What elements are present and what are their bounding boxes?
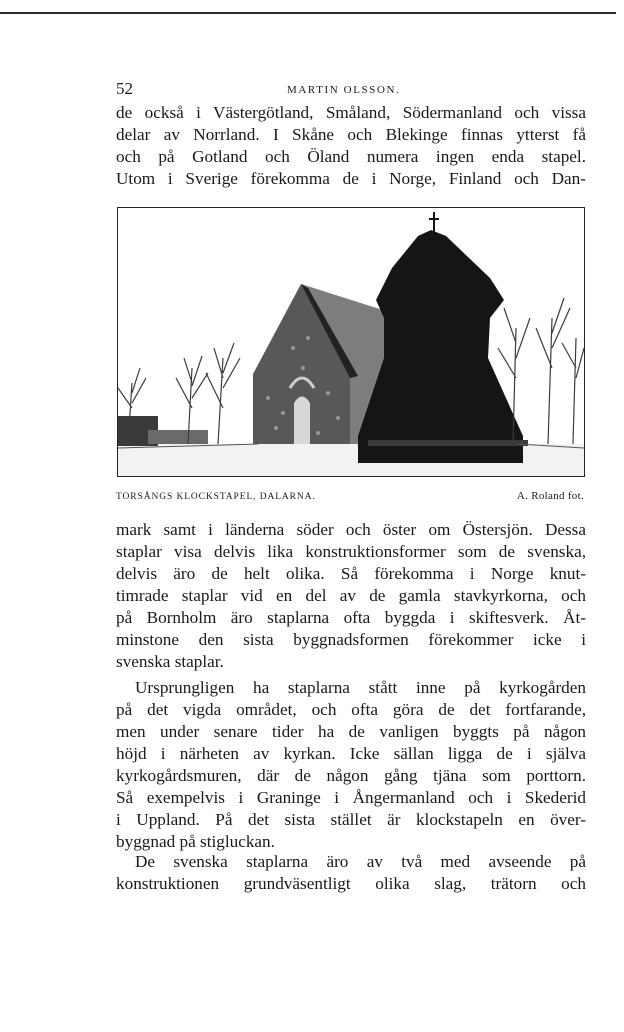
paragraph-third [116, 851, 586, 895]
text-line: Så exempelvis i Graninge i Ångermanland och i Skederid [116, 788, 586, 807]
text-line: höjd i närheten av kyrkan. Icke sällan ligga de i själva [116, 744, 586, 763]
text-line: de också i Västergötland, Småland, Södermanland och vissa [116, 103, 586, 122]
text-line: minstone den sista byggnadsformen förekommer icke i [116, 630, 586, 649]
text-line: delar av Norrland. I Skåne och Blekinge finnas ytterst få [116, 125, 586, 144]
text-line: på Bornholm äro staplarna ofta byggda i skiftesverk. Åt- [116, 608, 586, 627]
text-line: kyrkogårdsmuren, där de någon gång tjäna som porttorn. [116, 766, 586, 785]
text-line: konstruktionen grundväsentligt olika slag, trätorn och [116, 874, 586, 893]
running-title: MARTIN OLSSON. [287, 84, 401, 96]
text-line: svenska staplar. [116, 652, 224, 671]
text-line: De svenska staplarna äro av två med avseende på [135, 852, 586, 871]
page-number: 52 [116, 79, 133, 98]
text-line: på det vigda området, och ofta göra de det fortfarande, [116, 700, 586, 719]
text-line: Ursprungligen ha staplarna stått inne på kyrkogården [135, 678, 586, 697]
text-line: Utom i Sverige förekomma de i Norge, Finland och Dan- [116, 169, 586, 188]
text-line: timrade staplar vid en del av de gamla stavkyrkorna, och [116, 586, 586, 605]
paragraph-second [116, 677, 586, 853]
running-head [116, 80, 586, 100]
church-photo [117, 207, 585, 477]
text-line: staplar visa delvis lika konstruktionsformer som de svenska, [116, 542, 586, 561]
text-line: men under senare tider ha de vanligen byggts på någon [116, 722, 586, 741]
text-line: och på Gotland och Öland numera ingen enda stapel. [116, 147, 586, 166]
photo-credit: A. Roland fot. [516, 490, 584, 502]
text-line: mark samt i länderna söder och öster om Östersjön. Dessa [116, 520, 586, 539]
text-line: delvis äro de helt olika. Så förekomma i Norge knut- [116, 564, 586, 583]
paragraph-continued [116, 519, 586, 673]
figure-caption [116, 490, 586, 506]
caption-title: TORSÅNGS KLOCKSTAPEL, DALARNA. [116, 492, 316, 502]
church-photo-illustration [118, 208, 584, 476]
text-line: byggnad på stigluckan. [116, 832, 275, 851]
top-rule [0, 12, 616, 14]
paragraph-top [116, 102, 586, 190]
text-line: i Uppland. På det sista stället är klockstapeln en över- [116, 810, 586, 829]
